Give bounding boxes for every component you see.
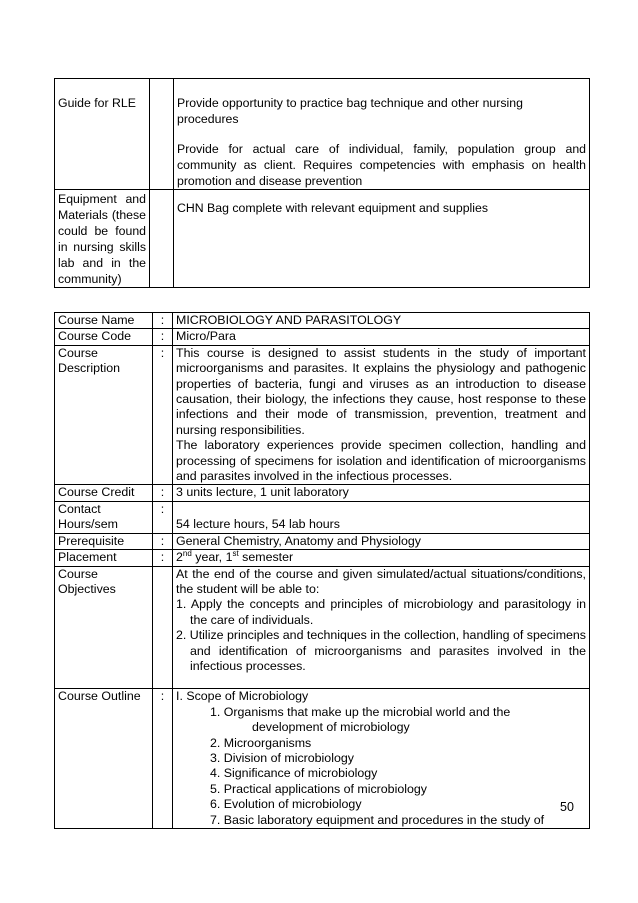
guide-paragraph-2: Provide for actual care of individual, family, population group and community as client. Requires competencies with emphasis on health promotion and disease prevention bbox=[177, 142, 586, 188]
page-number: 50 bbox=[560, 800, 574, 814]
row-spacer bbox=[153, 566, 173, 689]
placement-year-number: 2 bbox=[176, 550, 183, 565]
colon: : bbox=[153, 550, 173, 566]
course-outline-label: Course Outline bbox=[55, 689, 153, 829]
outline-heading: I. Scope of Microbiology bbox=[176, 689, 309, 704]
colon: : bbox=[153, 689, 173, 829]
outline-item: 5. Practical applications of microbiology bbox=[210, 781, 427, 796]
outline-item: 6. Evolution of microbiology bbox=[210, 797, 362, 812]
colon: : bbox=[153, 501, 173, 533]
colon: : bbox=[153, 485, 173, 501]
course-table bbox=[54, 312, 590, 829]
description-paragraph-1: This course is designed to assist students in the study of important microorganisms and parasites. It explains the physiology and pathogenic properties of bacteria, fungi and viruses as an introduction to disease causation, their biology, the infections they cause, host response to these infections and their mode of transmission, prevention, treatment and nursing responsibilities. bbox=[176, 345, 586, 437]
colon: : bbox=[153, 329, 173, 345]
course-credit-label: Course Credit bbox=[55, 485, 153, 501]
colon: : bbox=[153, 345, 173, 485]
outline-item: 4. Significance of microbiology bbox=[210, 766, 378, 781]
course-objectives-value bbox=[173, 566, 590, 689]
objectives-intro: At the end of the course and given simulated/actual situations/conditions, the student will be able to: bbox=[176, 566, 586, 596]
objective-item: 2. Utilize principles and techniques in the collection, handling of specimens and identification of microorganisms and parasites involved in the infectious processes. bbox=[176, 628, 586, 673]
rle-table bbox=[54, 78, 590, 288]
contact-hours-value: 54 lecture hours, 54 lab hours bbox=[173, 501, 590, 533]
outline-item: 1. Organisms that make up the microbial world and the bbox=[210, 704, 511, 719]
placement-row bbox=[55, 550, 590, 566]
course-name-row bbox=[55, 313, 590, 329]
guide-for-rle-value bbox=[174, 79, 590, 190]
equipment-value: CHN Bag complete with relevant equipment and supplies bbox=[174, 190, 590, 288]
row-spacer bbox=[150, 190, 174, 288]
course-description-value bbox=[173, 345, 590, 485]
objective-item: 1. Apply the concepts and principles of microbiology and parasitology in the care of individuals. bbox=[176, 597, 586, 627]
outline-item-continued: development of microbiology bbox=[252, 720, 410, 735]
course-credit-value: 3 units lecture, 1 unit laboratory bbox=[173, 485, 590, 501]
course-code-label: Course Code bbox=[55, 329, 153, 345]
prerequisite-label: Prerequisite bbox=[55, 533, 153, 549]
colon: : bbox=[153, 533, 173, 549]
outline-item: 2. Microorganisms bbox=[210, 735, 312, 750]
guide-paragraph-1: Provide opportunity to practice bag technique and other nursing procedures bbox=[177, 96, 523, 126]
course-name-value: MICROBIOLOGY AND PARASITOLOGY bbox=[173, 313, 590, 329]
placement-label: Placement bbox=[55, 550, 153, 566]
course-outline-row bbox=[55, 689, 590, 829]
course-objectives-label: Course Objectives bbox=[55, 566, 153, 689]
placement-semester-word: semester bbox=[242, 550, 294, 565]
course-credit-row bbox=[55, 485, 590, 501]
course-description-row bbox=[55, 345, 590, 485]
course-code-row bbox=[55, 329, 590, 345]
prerequisite-row bbox=[55, 533, 590, 549]
outline-item: 3. Division of microbiology bbox=[210, 750, 354, 765]
outline-item: 7. Basic laboratory equipment and procedures in the study of bbox=[210, 812, 545, 827]
contact-hours-label: Contact Hours/sem bbox=[55, 501, 153, 533]
placement-year-word: year, 1 bbox=[195, 550, 233, 565]
contact-hours-row bbox=[55, 501, 590, 533]
placement-year-suffix: nd bbox=[182, 549, 192, 559]
course-code-value: Micro/Para bbox=[173, 329, 590, 345]
objectives-list bbox=[176, 597, 586, 674]
guide-for-rle-row bbox=[55, 79, 590, 190]
placement-semester-suffix: st bbox=[232, 549, 239, 559]
colon: : bbox=[153, 313, 173, 329]
course-name-label: Course Name bbox=[55, 313, 153, 329]
course-outline-value bbox=[173, 689, 590, 829]
course-description-label: Course Description bbox=[55, 345, 153, 485]
guide-for-rle-label: Guide for RLE bbox=[55, 79, 150, 190]
placement-value bbox=[173, 550, 590, 566]
course-objectives-row bbox=[55, 566, 590, 689]
equipment-label: Equipment and Materials (these could be found in nursing skills lab and in the community) bbox=[55, 190, 150, 288]
equipment-row bbox=[55, 190, 590, 288]
prerequisite-value: General Chemistry, Anatomy and Physiology bbox=[173, 533, 590, 549]
row-spacer bbox=[150, 79, 174, 190]
description-paragraph-2: The laboratory experiences provide specimen collection, handling and processing of specimens for isolation and identification of microorganisms and parasites involved in the infectious processes. bbox=[176, 438, 586, 484]
